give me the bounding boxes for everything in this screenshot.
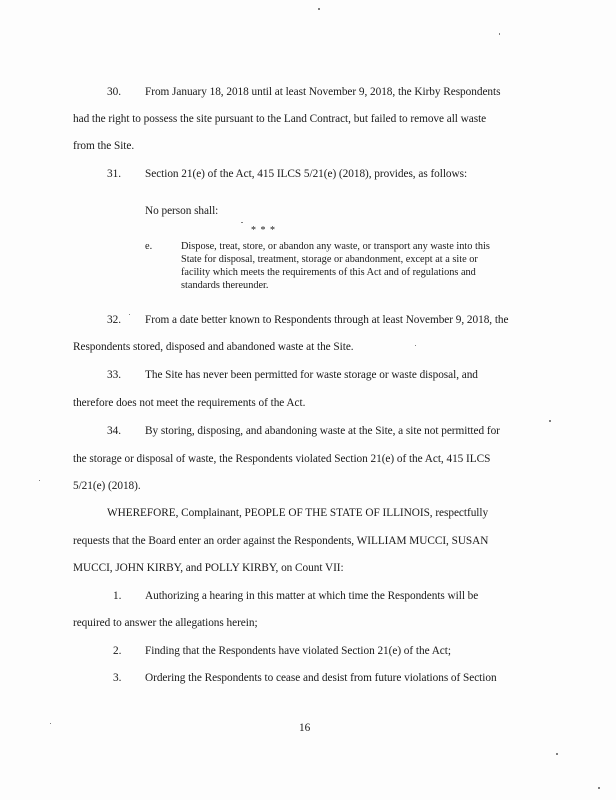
wherefore-line-2: requests that the Board enter an order against the Respondents, WILLIAM MUCCI, SUSAN [73,535,489,547]
scan-speck [499,33,500,35]
scan-speck [39,480,40,481]
quote-item-line-4: standards thereunder. [181,280,269,291]
paragraph-32-line-1: From a date better known to Respondents through at least November 9, 2018, the [145,314,509,326]
paragraph-30-line-3: from the Site. [73,140,135,152]
scan-speck [415,345,416,346]
page-number: 16 [299,722,311,734]
paragraph-30-line-2: had the right to possess the site pursuant to the Land Contract, but failed to remove all waste [73,113,487,125]
relief-2-line-1: Finding that the Respondents have violated Section 21(e) of the Act; [145,645,451,657]
paragraph-33-number: 33. [107,369,122,381]
scan-speck [129,314,130,315]
paragraph-34-line-1: By storing, disposing, and abandoning waste at the Site, a site not permitted for [145,425,500,437]
relief-1-number: 1. [113,590,122,602]
scan-speck [241,222,243,223]
quote-intro: No person shall: [145,205,219,217]
relief-2-number: 2. [113,645,122,657]
scan-speck [318,8,320,10]
relief-3-number: 3. [113,672,122,684]
quote-item-line-1: Dispose, treat, store, or abandon any waste, or transport any waste into this [181,241,490,252]
paragraph-33-line-2: therefore does not meet the requirements of the Act. [73,397,306,409]
paragraph-32-number: 32. [107,314,122,326]
paragraph-31-number: 31. [107,168,122,180]
relief-3-line-1: Ordering the Respondents to cease and desist from future violations of Section [145,672,497,684]
wherefore-line-3: MUCCI, JOHN KIRBY, and POLLY KIRBY, on Count VII: [73,562,344,574]
quote-item-letter: e. [145,241,153,252]
paragraph-32-line-2: Respondents stored, disposed and abandoned waste at the Site. [73,341,354,353]
quote-item-line-3: facility which meets the requirements of this Act and of regulations and [181,267,476,278]
paragraph-30-number: 30. [107,86,122,98]
relief-1-line-1: Authorizing a hearing in this matter at which time the Respondents will be [145,590,479,602]
quote-ellipsis: * * * [251,225,275,236]
paragraph-31-line-1: Section 21(e) of the Act, 415 ILCS 5/21(e) (2018), provides, as follows: [145,168,468,180]
paragraph-34-number: 34. [107,425,122,437]
paragraph-34-line-2: the storage or disposal of waste, the Respondents violated Section 21(e) of the Act, 415 ILCS [73,453,491,465]
paragraph-33-line-1: The Site has never been permitted for waste storage or waste disposal, and [145,369,478,381]
scan-speck [556,753,558,755]
paragraph-34-line-3: 5/21(e) (2018). [73,480,141,492]
quote-item-line-2: State for disposal, treatment, storage or abandonment, except at a site or [181,254,478,265]
relief-1-line-2: required to answer the allegations herein; [73,617,258,629]
scan-speck [50,723,51,724]
scan-speck [549,420,551,422]
scan-speck [598,787,600,789]
paragraph-30-line-1: From January 18, 2018 until at least November 9, 2018, the Kirby Respondents [145,86,501,98]
wherefore-line-1: WHEREFORE, Complainant, PEOPLE OF THE STATE OF ILLINOIS, respectfully [107,507,489,519]
